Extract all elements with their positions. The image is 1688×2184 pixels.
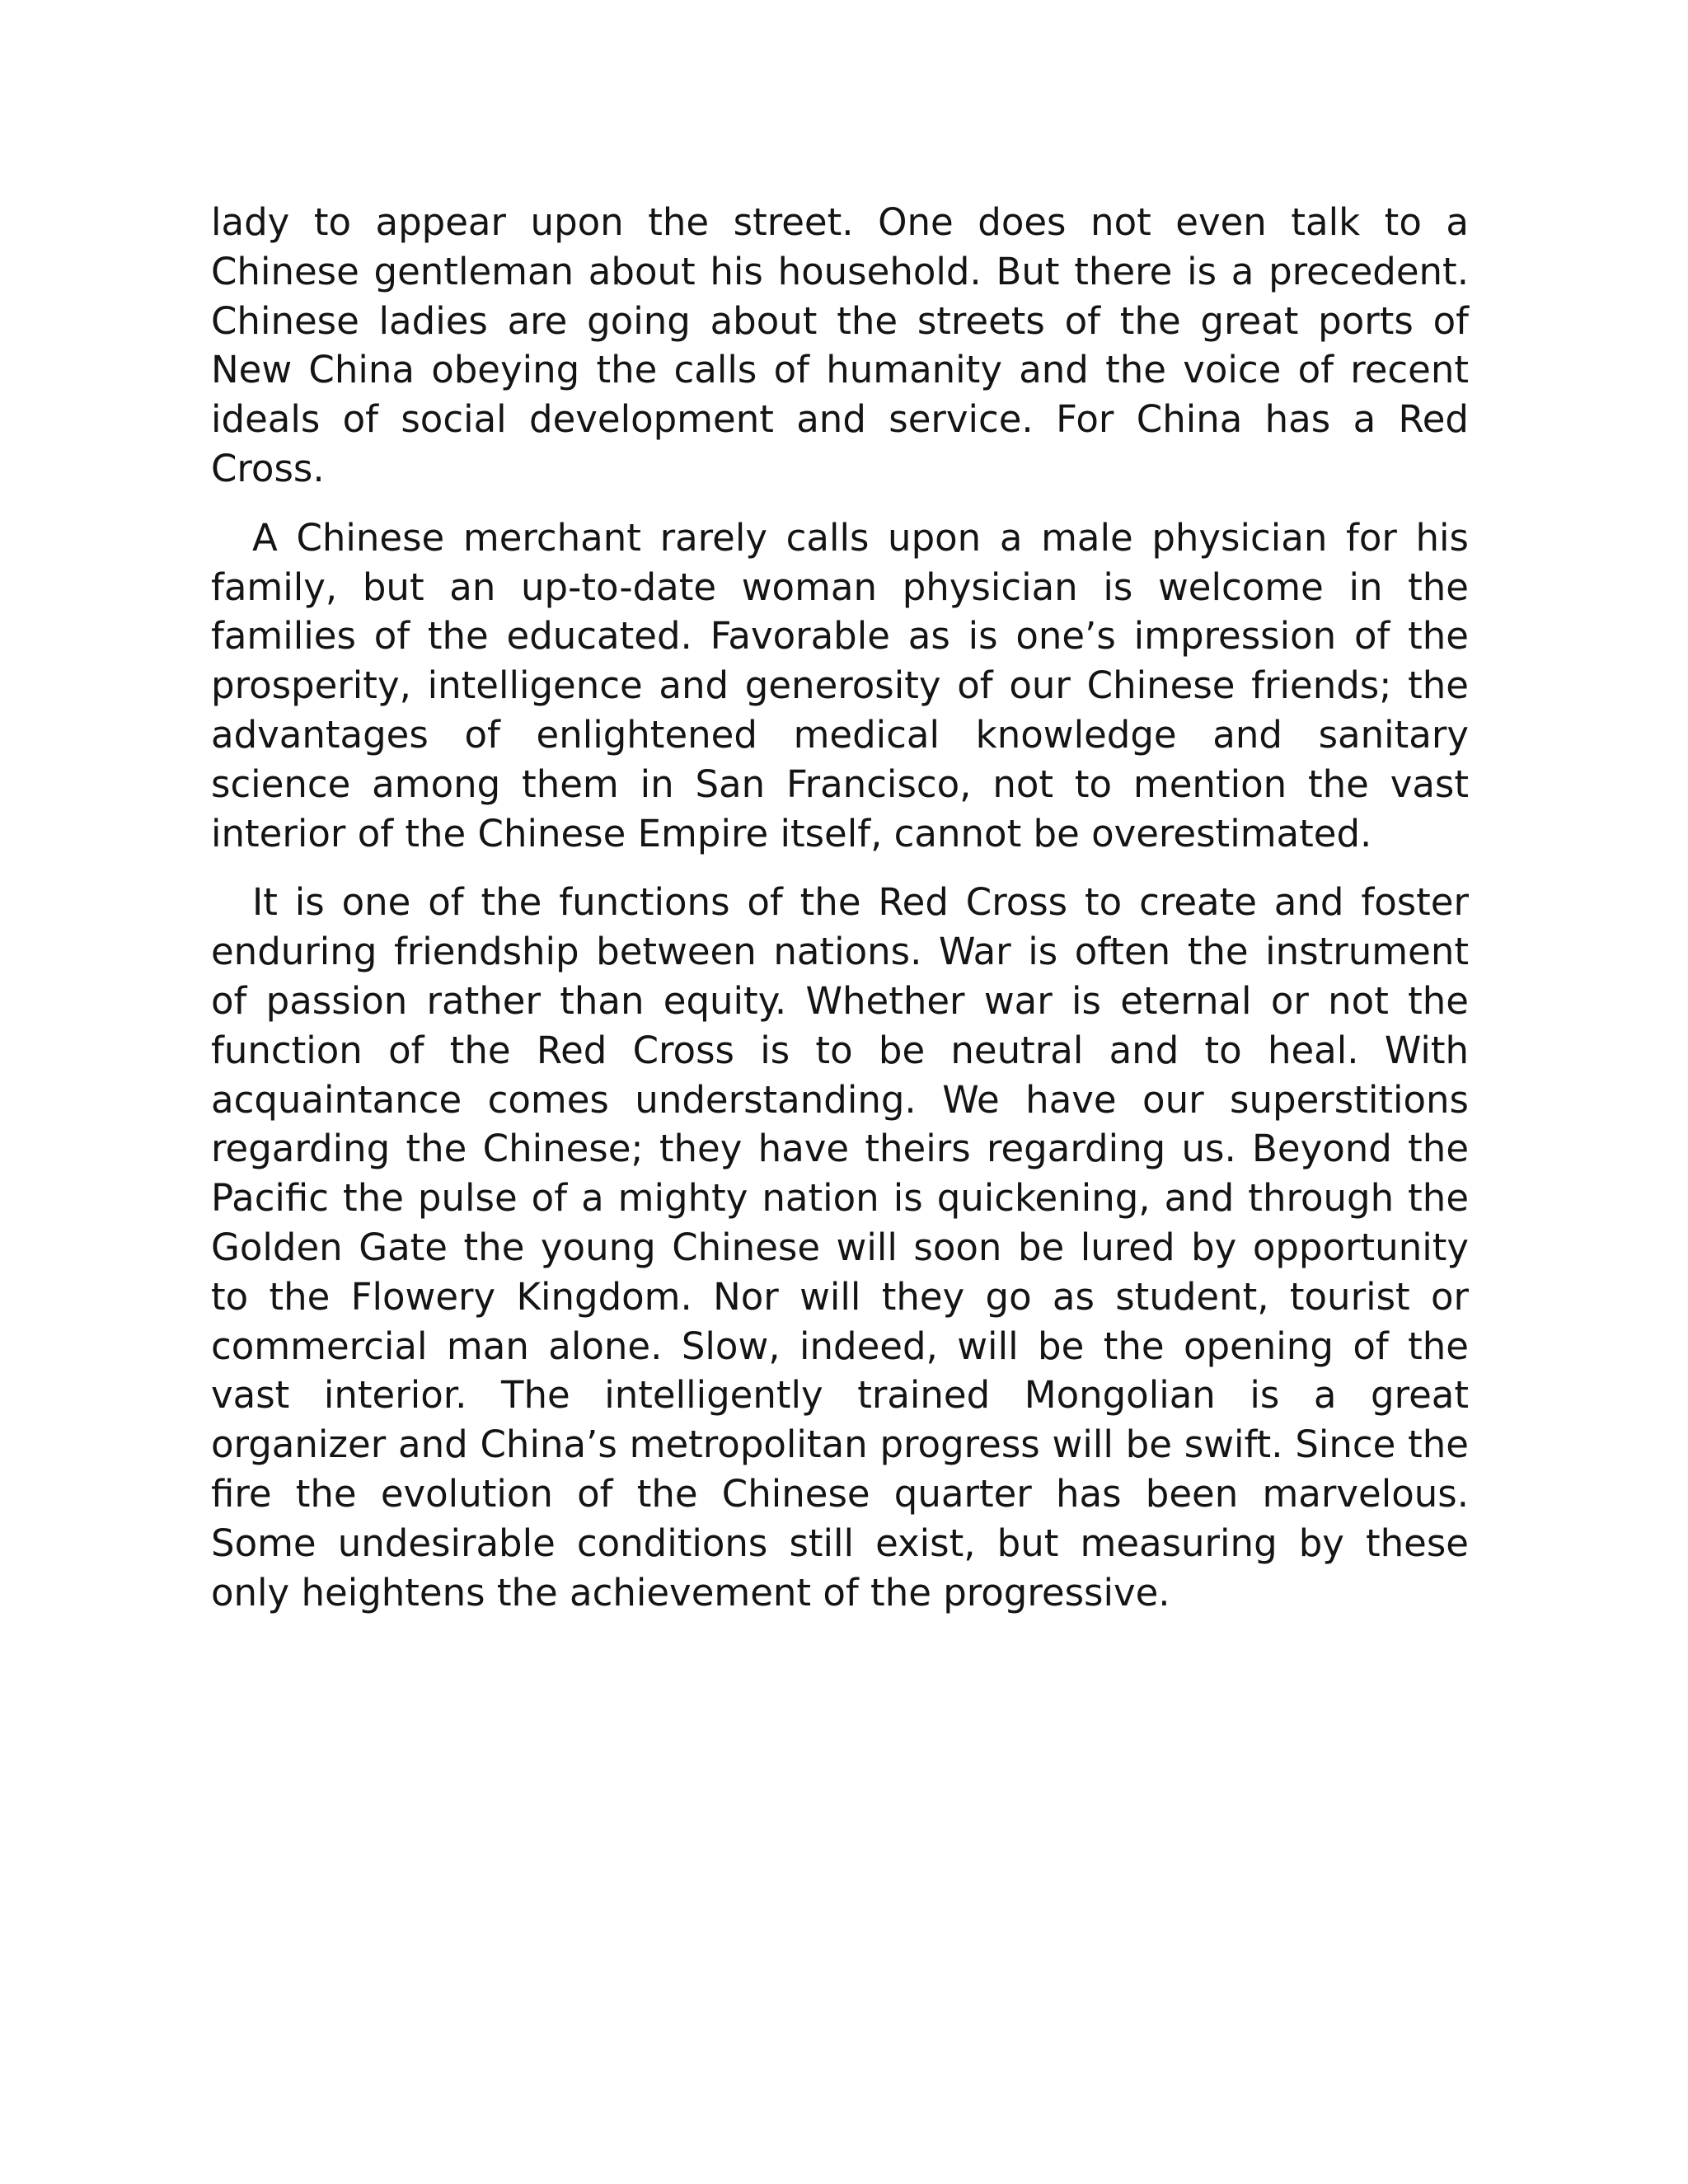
body-text [211, 198, 1469, 1637]
paragraph-3: It is one of the functions of the Red Cross to create and foster enduring friendship between nations. War is often the instrument of passion rather than equity. Whether war is eternal or not the function of the Red Cross is to be neutral and to heal. With acquaintance comes understanding. We have our superstitions regarding the Chinese; they have theirs regarding us. Beyond the Pacific the pulse of a mighty nation is quickening, and through the Golden Gate the young Chinese will soon be lured by opportunity to the Flowery Kingdom. Nor will they go as student, tourist or commercial man alone. Slow, indeed, will be the opening of the vast interior. The intelligently trained Mongolian is a great organizer and China’s metropolitan progress will be swift. Since the fire the evolution of the Chinese quarter has been marvelous. Some undesirable conditions still exist, but measuring by these only heightens the achievement of the progressive. [211, 880, 1469, 1615]
paragraph-1: lady to appear upon the street. One does not even talk to a Chinese gentleman about his household. But there is a precedent. Chinese ladies are going about the streets of the great ports of New China obeying the calls of humanity and the voice of recent ideals of social development and service. For China has a Red Cross. [211, 200, 1469, 490]
paragraph-2: A Chinese merchant rarely calls upon a male physician for his family, but an up-to-date woman physician is welcome in the families of the educated. Favorable as is one’s impression of the prosperity, intelligence and generosity of our Chinese friends; the advantages of enlightened medical knowledge and sanitary science among them in San Francisco, not to mention the vast interior of the Chinese Empire itself, cannot be overestimated. [211, 515, 1469, 855]
